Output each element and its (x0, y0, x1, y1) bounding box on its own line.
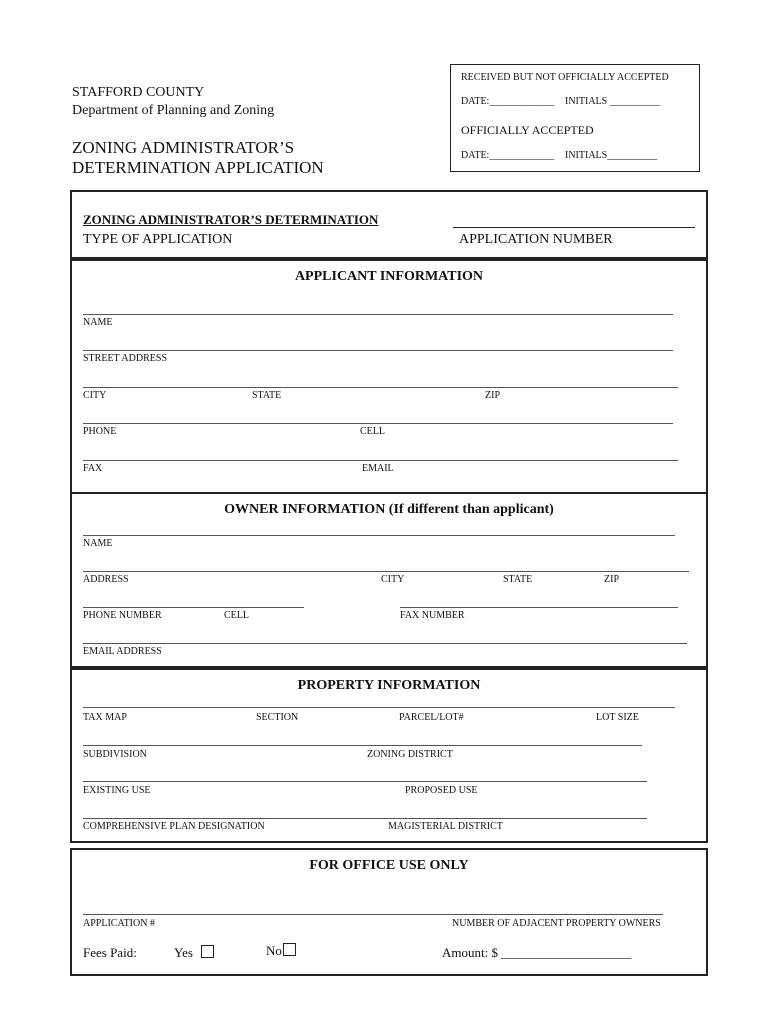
applicant-zip-label: ZIP (485, 390, 500, 401)
applicant-city-label: CITY (83, 390, 107, 401)
zoning-district-label: ZONING DISTRICT (367, 749, 453, 760)
application-type-label: TYPE OF APPLICATION (83, 232, 233, 247)
accepted-date: DATE:_____________ (461, 150, 555, 161)
fees-yes-checkbox[interactable] (201, 945, 214, 958)
applicant-street-line[interactable] (83, 350, 673, 351)
proposed-use-label: PROPOSED USE (405, 785, 478, 796)
owner-phone-label: PHONE NUMBER (83, 610, 162, 621)
fees-no-label: No (266, 943, 282, 958)
applicant-fax-line[interactable] (83, 460, 678, 461)
applicant-name-line[interactable] (83, 314, 673, 315)
accepted-label: OFFICIALLY ACCEPTED (461, 123, 594, 137)
owner-fax-label: FAX NUMBER (400, 610, 465, 621)
existing-use-label: EXISTING USE (83, 785, 151, 796)
owner-city-label: CITY (381, 574, 405, 585)
owner-cell-label: CELL (224, 610, 249, 621)
tax-map-label: TAX MAP (83, 712, 127, 723)
applicant-section (70, 259, 708, 494)
applicant-city-line[interactable] (83, 387, 678, 388)
owner-email-label: EMAIL ADDRESS (83, 646, 162, 657)
office-app-line[interactable] (83, 914, 663, 915)
section-label: SECTION (256, 712, 299, 723)
magisterial-district-label: MAGISTERIAL DISTRICT (388, 821, 503, 832)
owner-zip-label: ZIP (604, 574, 619, 585)
owner-section (70, 492, 708, 668)
fees-no-checkbox[interactable] (283, 943, 296, 956)
owner-address-label: ADDRESS (83, 574, 129, 585)
applicant-phone-line[interactable] (83, 423, 673, 424)
office-use-section (70, 848, 708, 976)
application-number-label: APPLICATION NUMBER (459, 232, 613, 247)
fees-yes-label: Yes (174, 945, 193, 960)
owner-name-label: NAME (83, 538, 113, 549)
office-use-title: FOR OFFICE USE ONLY (309, 858, 469, 873)
received-initials: INITIALS __________ (565, 96, 660, 107)
received-date: DATE:_____________ (461, 96, 555, 107)
property-section-title: PROPERTY INFORMATION (297, 678, 481, 693)
county-name: STAFFORD COUNTY (72, 85, 205, 100)
form-title-line2: DETERMINATION APPLICATION (72, 158, 324, 177)
applicant-state-label: STATE (252, 390, 282, 401)
received-label: RECEIVED BUT NOT OFFICIALLY ACCEPTED (461, 72, 669, 83)
applicant-cell-label: CELL (360, 426, 385, 437)
property-section (70, 668, 708, 843)
received-stamp-box (450, 64, 700, 172)
amount-field[interactable]: Amount: $ ____________________ (442, 945, 632, 960)
property-plan-line[interactable] (83, 818, 647, 819)
owner-address-line[interactable] (83, 571, 689, 572)
owner-name-line[interactable] (83, 535, 675, 536)
application-num-label: APPLICATION # (83, 918, 155, 929)
application-type-box (70, 190, 708, 259)
form-title-line1: ZONING ADMINISTRATOR’S (72, 138, 295, 157)
property-use-line[interactable] (83, 781, 647, 782)
comp-plan-label: COMPREHENSIVE PLAN DESIGNATION (83, 821, 265, 832)
applicant-phone-label: PHONE (83, 426, 117, 437)
department-name: Department of Planning and Zoning (72, 103, 275, 118)
accepted-initials: INITIALS__________ (565, 150, 658, 161)
applicant-fax-label: FAX (83, 463, 103, 474)
lot-size-label: LOT SIZE (596, 712, 639, 723)
owner-state-label: STATE (503, 574, 533, 585)
adjacent-owners-label: NUMBER OF ADJACENT PROPERTY OWNERS (452, 918, 661, 929)
applicant-section-title: APPLICANT INFORMATION (294, 269, 484, 284)
owner-phone-line[interactable] (83, 607, 304, 608)
applicant-email-label: EMAIL (362, 463, 394, 474)
owner-fax-line[interactable] (400, 607, 678, 608)
fees-no-option[interactable] (266, 943, 296, 959)
owner-section-title: OWNER INFORMATION (If different than applicant) (224, 502, 554, 517)
property-taxmap-line[interactable] (83, 707, 675, 708)
application-type-value: ZONING ADMINISTRATOR’S DETERMINATION (83, 212, 379, 227)
subdivision-label: SUBDIVISION (83, 749, 147, 760)
application-number-line[interactable] (453, 227, 695, 228)
owner-email-line[interactable] (83, 643, 687, 644)
fees-paid-label: Fees Paid: (83, 945, 137, 960)
parcel-lot-label: PARCEL/LOT# (399, 712, 464, 723)
fees-yes-option[interactable] (174, 945, 214, 961)
property-subdivision-line[interactable] (83, 745, 642, 746)
applicant-name-label: NAME (83, 317, 113, 328)
applicant-street-label: STREET ADDRESS (83, 353, 167, 364)
